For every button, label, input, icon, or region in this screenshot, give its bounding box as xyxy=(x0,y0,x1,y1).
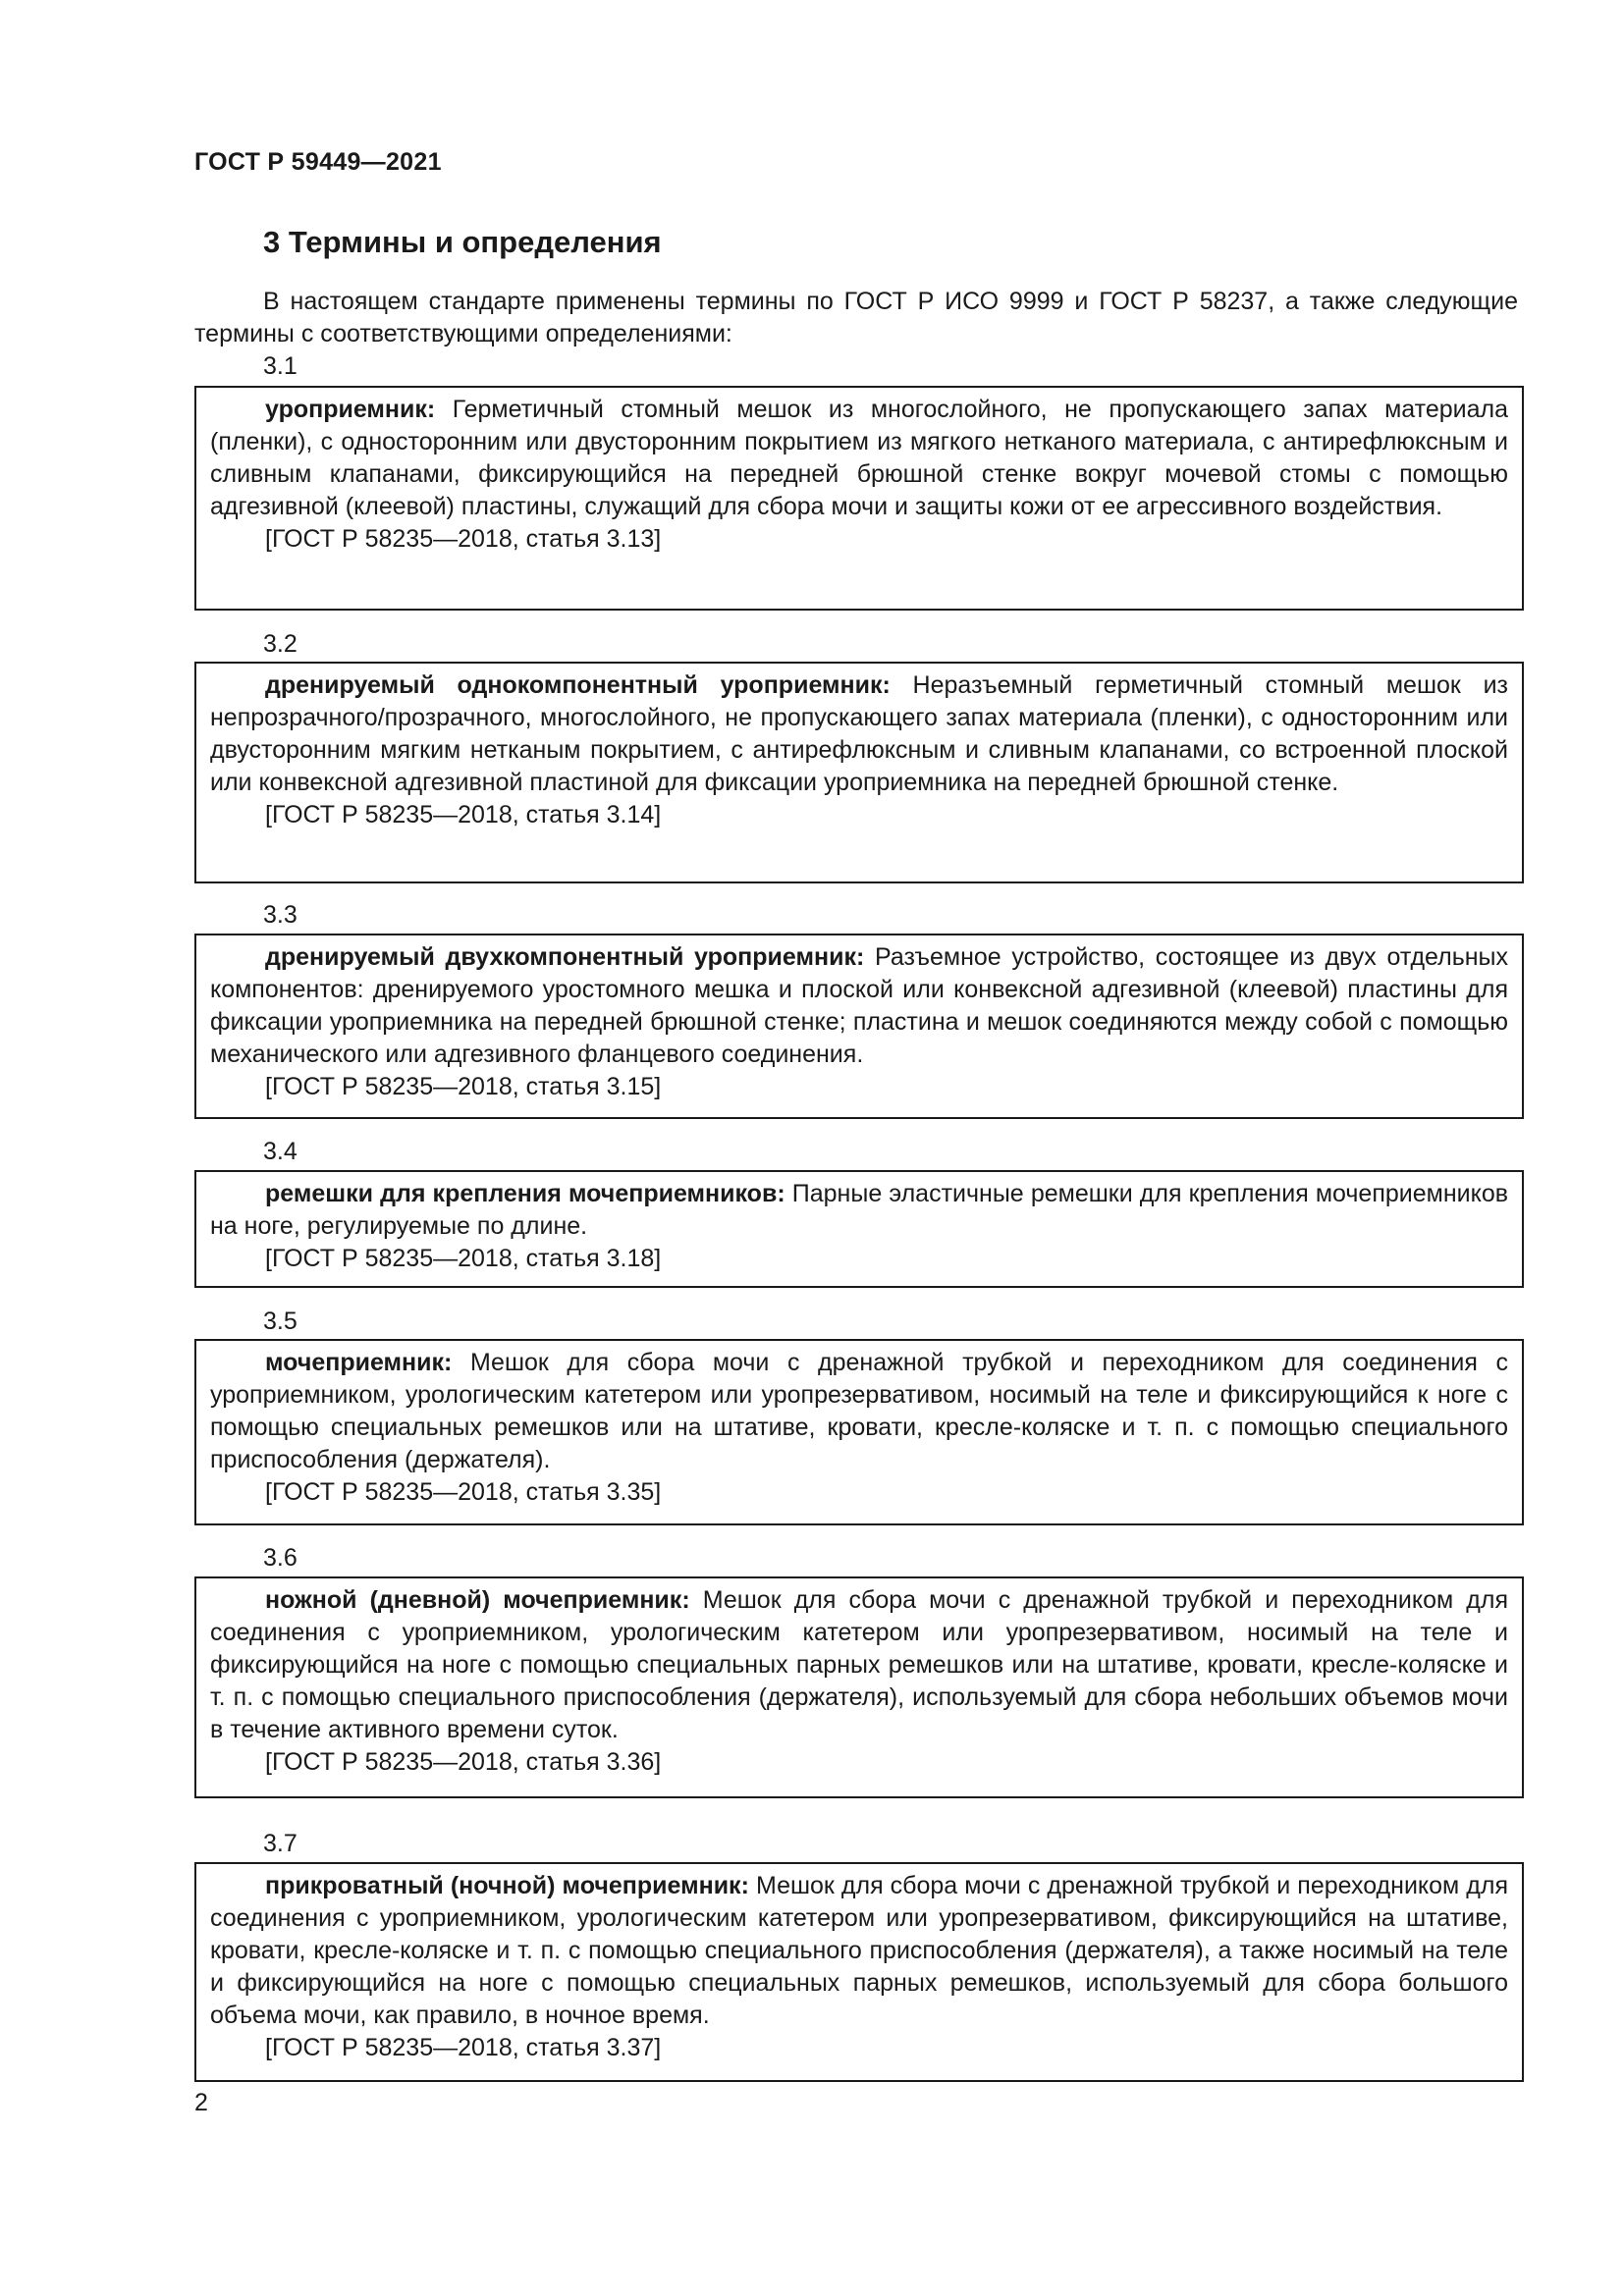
term-number: 3.2 xyxy=(263,630,298,658)
term-number: 3.7 xyxy=(263,1830,298,1857)
term-name: прикроватный (ночной) мочеприемник: xyxy=(265,1872,749,1899)
term-source: [ГОСТ Р 58235—2018, статья 3.36] xyxy=(265,1748,662,1776)
term-source: [ГОСТ Р 58235—2018, статья 3.18] xyxy=(265,1245,662,1272)
term-number: 3.4 xyxy=(263,1138,298,1165)
document-header: ГОСТ Р 59449—2021 xyxy=(194,148,442,176)
section-title: 3 Термины и определения xyxy=(263,225,662,259)
term-source: [ГОСТ Р 58235—2018, статья 3.14] xyxy=(265,801,662,828)
term-name: дренируемый однокомпонентный уроприемник: xyxy=(265,671,891,699)
page-number: 2 xyxy=(194,2089,208,2116)
section-intro: В настоящем стандарте применены термины по ГОСТ Р ИСО 9999 и ГОСТ Р 58237, а также следующие термины с соответствующими определениями: xyxy=(194,288,1518,347)
term-definition: Неразъемный герметичный стомный мешок из непрозрачного/прозрачного, многослойного, не пропускающего запах материала (пленки), с односторонним или двусторонним мягким нетканым покрытием, с антирефлюксным и сливным клапанами, со встроенной плоской или конвексной адгезивной пластиной для фиксации уроприемника на передней брюшной стенке. xyxy=(210,671,1508,796)
term-number: 3.6 xyxy=(263,1544,298,1572)
term-name: мочеприемник: xyxy=(265,1349,453,1376)
term-source: [ГОСТ Р 58235—2018, статья 3.35] xyxy=(265,1478,662,1506)
term-box xyxy=(194,1339,1524,1525)
term-source: [ГОСТ Р 58235—2018, статья 3.15] xyxy=(265,1073,662,1100)
term-name: дренируемый двухкомпонентный уроприемник: xyxy=(265,943,865,971)
term-box xyxy=(194,1170,1524,1288)
term-number: 3.1 xyxy=(263,352,298,380)
term-number: 3.3 xyxy=(263,901,298,929)
term-definition: Мешок для сбора мочи с дренажной трубкой и переходником для соединения с уроприемником, урологическим катетером или уропрезервативом, фиксирующийся на штативе, кровати, кресле-коляске и т. п. с помощью специального приспособления (держателя), а также носимый на теле и фиксирующийся на ноге с помощью специальных парных ремешков, используемый для сбора большого объема мочи, как правило, в ночное время. xyxy=(210,1872,1508,2029)
term-name: уроприемник: xyxy=(265,396,436,423)
term-number: 3.5 xyxy=(263,1308,298,1335)
term-definition: Мешок для сбора мочи с дренажной трубкой и переходником для соединения с уроприемником, урологическим катетером или уропрезервативом, носимый на теле и фиксирующийся на ноге с помощью специальных парных ремешков или на штативе, кровати, кресле-коляске и т. п. с помощью специального приспособления (держателя), используемый для сбора небольших объемов мочи в течение активного времени суток. xyxy=(210,1586,1508,1743)
term-name: ножной (дневной) мочеприемник: xyxy=(265,1586,690,1614)
term-source: [ГОСТ Р 58235—2018, статья 3.37] xyxy=(265,2034,662,2061)
term-box xyxy=(194,386,1524,611)
term-box xyxy=(194,1862,1524,2082)
term-source: [ГОСТ Р 58235—2018, статья 3.13] xyxy=(265,525,662,553)
term-definition: Герметичный стомный мешок из многослойного, не пропускающего запах материала (пленки), с односторонним или двусторонним покрытием из мягкого нетканого материала, с антирефлюксным и сливным клапанами, фиксирующийся на передней брюшной стенке вокруг мочевой стомы с помощью адгезивной (клеевой) пластины, служащий для сбора мочи и защиты кожи от ее агрессивного воздействия. xyxy=(210,396,1508,520)
term-definition: Разъемное устройство, состоящее из двух отдельных компонентов: дренируемого уростомного мешка и плоской или конвексной адгезивной (клеевой) пластины для фиксации уроприемника на передней брюшной стенке; пластина и мешок соединяются между собой с помощью механического или адгезивного фланцевого соединения. xyxy=(210,943,1508,1068)
term-box xyxy=(194,1576,1524,1798)
term-definition: Парные эластичные ремешки для крепления мочеприемников на ноге, регулируемые по длине. xyxy=(210,1180,1509,1240)
term-box xyxy=(194,662,1524,883)
term-name: ремешки для крепления мочеприемников: xyxy=(265,1180,785,1207)
term-definition: Мешок для сбора мочи с дренажной трубкой и переходником для соединения с уроприемником, урологическим катетером или уропрезервативом, носимый на теле и фиксирующийся к ноге с помощью специальных ремешков или на штативе, кровати, кресле-коляске и т. п. с помощью специального приспособления (держателя). xyxy=(210,1349,1508,1473)
term-box xyxy=(194,934,1524,1119)
